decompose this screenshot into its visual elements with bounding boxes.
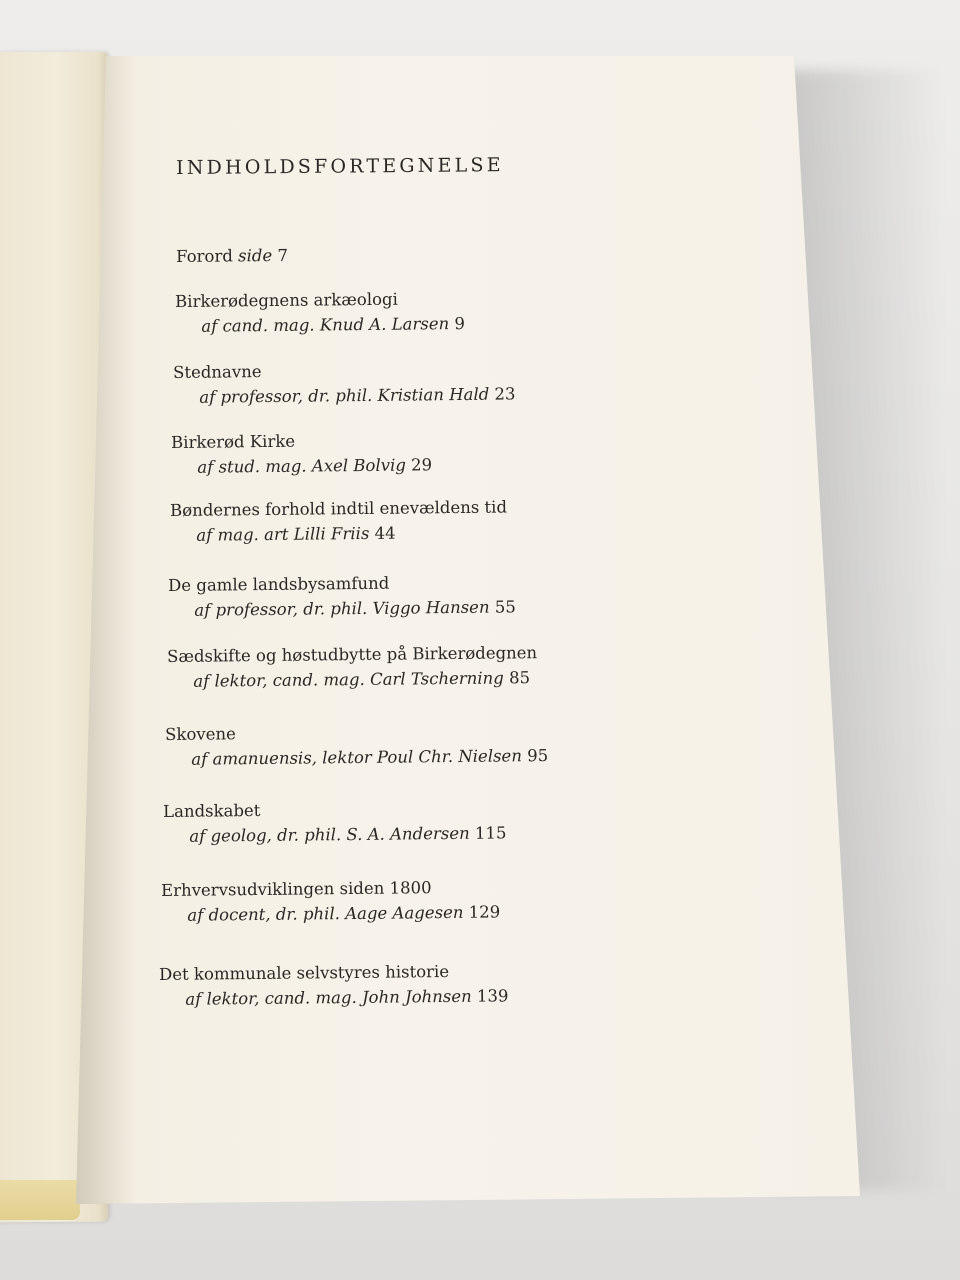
author: af lektor, cand. mag. John Johnsen xyxy=(185,986,472,1009)
toc-entry-title: Skovene xyxy=(165,724,236,744)
toc-entry-byline xyxy=(199,383,515,408)
page-number: 129 xyxy=(468,902,501,922)
page-number: 55 xyxy=(494,597,516,617)
toc-entry-byline xyxy=(196,521,507,546)
page-number: 7 xyxy=(277,245,289,265)
author: af professor, dr. phil. Viggo Hansen xyxy=(194,597,490,620)
toc-entry xyxy=(173,358,516,409)
toc-entry-byline xyxy=(194,596,516,621)
toc-entry-title xyxy=(176,245,288,268)
page-number: 23 xyxy=(494,384,516,404)
author: af stud. mag. Axel Bolvig xyxy=(197,455,406,477)
toc-entry-byline xyxy=(189,822,506,847)
toc-entry xyxy=(159,960,509,1011)
page-number: 9 xyxy=(454,313,466,334)
preface-title: Forord xyxy=(176,246,233,266)
toc-entry-byline xyxy=(193,667,537,693)
toc-entry-title: Birkerød Kirke xyxy=(171,431,296,452)
page-number: 29 xyxy=(411,455,433,475)
toc-entry xyxy=(163,797,507,848)
author: af geolog, dr. phil. S. A. Andersen xyxy=(189,823,470,846)
toc-entry-title: Erhvervsudviklingen siden 1800 xyxy=(161,878,432,900)
toc-entry-title: Bøndernes forhold indtil enevældens tid xyxy=(170,497,508,520)
toc-entry-title: Sædskifte og høstudbytte på Birkerødegnen xyxy=(167,643,538,666)
page-number: 139 xyxy=(476,986,509,1006)
toc-entry-title: Stednavne xyxy=(173,362,262,382)
toc-entry-title: Landskabet xyxy=(163,800,261,821)
toc-entry xyxy=(165,720,548,771)
page-title: INDHOLDSFORTEGNELSE xyxy=(176,154,504,179)
toc-entry xyxy=(171,429,432,479)
cover-edge xyxy=(0,1180,80,1220)
toc-entry-title: Det kommunale selvstyres historie xyxy=(159,961,450,984)
toc-entry xyxy=(161,876,500,927)
page-number: 44 xyxy=(374,523,396,543)
author: af cand. mag. Knud A. Larsen xyxy=(201,314,450,336)
book-page xyxy=(76,56,860,1204)
toc-entry-byline xyxy=(191,745,548,771)
author: af lektor, cand. mag. Carl Tscherning xyxy=(193,668,504,691)
toc-entry xyxy=(167,642,538,693)
toc-entry-preface xyxy=(176,245,288,268)
toc-entry-byline xyxy=(201,313,465,338)
toc-entry xyxy=(168,571,516,622)
toc-entry-byline xyxy=(197,454,432,478)
author: af amanuensis, lektor Poul Chr. Nielsen xyxy=(191,746,522,769)
toc-entry-title: Birkerødegnens arkæologi xyxy=(175,289,398,311)
author: af docent, dr. phil. Aage Aagesen xyxy=(187,902,464,925)
toc-entry-byline xyxy=(187,901,500,926)
side-label: side xyxy=(238,245,273,266)
author: af mag. art Lilli Friis xyxy=(196,523,370,545)
toc-entry-title: De gamle landsbysamfund xyxy=(168,573,390,595)
toc-entry xyxy=(175,288,465,338)
toc-entry-byline xyxy=(185,985,508,1010)
page-number: 85 xyxy=(508,668,531,688)
author: af professor, dr. phil. Kristian Hald xyxy=(199,384,490,407)
page-number: 95 xyxy=(527,745,549,766)
page-number: 115 xyxy=(474,823,507,843)
toc-entry xyxy=(170,496,507,547)
